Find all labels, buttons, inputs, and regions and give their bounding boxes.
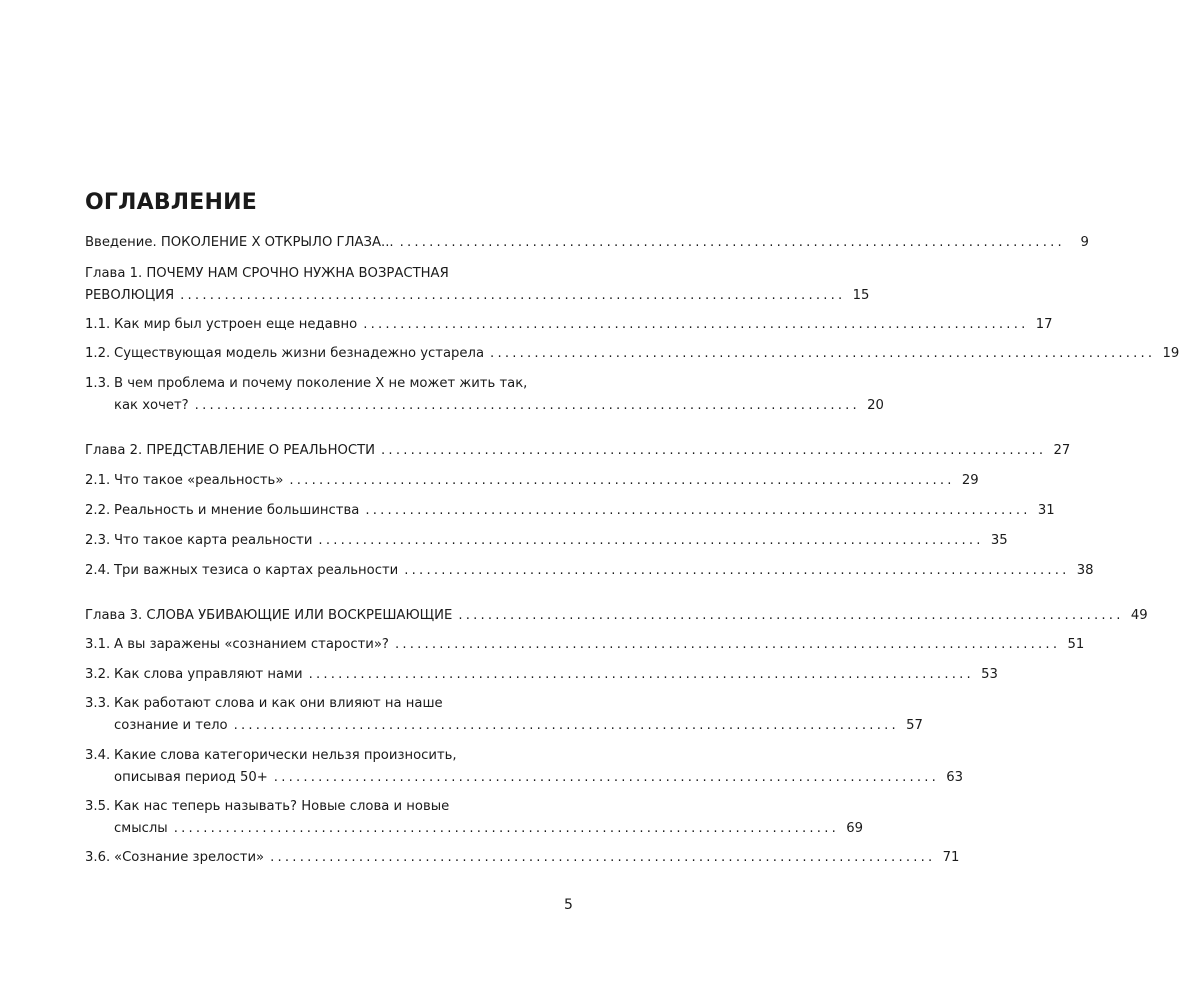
toc-entry-3-5[interactable]: [85, 797, 578, 817]
leader-dots: ..........................................................................................: [233, 718, 899, 733]
toc-section-number: 2.1.: [85, 473, 111, 488]
leader-dots: ..........................................................................................: [270, 850, 936, 865]
toc-entry-1-1[interactable]: [85, 315, 1053, 335]
toc-page-number: 17: [1035, 317, 1053, 332]
toc-entry-title-line1: Глава 1. ПОЧЕМУ НАМ СРОЧНО НУЖНА ВОЗРАСТНАЯ: [85, 266, 449, 281]
toc-section-number: 2.2.: [85, 503, 111, 518]
toc-entry-title: Реальность и мнение большинства: [114, 503, 360, 518]
toc-page-number: 29: [961, 473, 979, 488]
toc-entry-1-3-cont[interactable]: [85, 396, 884, 416]
toc-page-number: 19: [1162, 346, 1179, 361]
toc-entry-title-line2: смыслы: [114, 821, 168, 836]
toc-page-number: 31: [1037, 503, 1055, 518]
toc-page-number: 35: [990, 533, 1008, 548]
toc-page-number: 57: [906, 718, 923, 733]
toc-entry-title: А вы заражены «сознанием старости»?: [114, 637, 389, 652]
toc-entry-2-4[interactable]: [85, 561, 1094, 581]
leader-dots: ..........................................................................................: [381, 443, 1047, 458]
toc-entry-3-4[interactable]: [85, 746, 578, 766]
toc-entry-title-line2: РЕВОЛЮЦИЯ: [85, 288, 175, 303]
toc-entry-3-5-cont[interactable]: [85, 819, 863, 839]
toc-entry-title: Глава 3. СЛОВА УБИВАЮЩИЕ ИЛИ ВОСКРЕШАЮЩИЕ: [85, 608, 453, 623]
toc-entry-intro[interactable]: [85, 233, 1089, 253]
toc-entry-title: Что такое «реальность»: [114, 473, 284, 488]
leader-dots: ..........................................................................................: [365, 503, 1031, 518]
toc-page-number: 53: [981, 667, 998, 682]
page-number: 5: [564, 897, 573, 913]
toc-section-number: 1.3.: [85, 376, 111, 391]
toc-page-number: 69: [846, 821, 863, 836]
toc-page-number: 27: [1053, 443, 1071, 458]
toc-section-number: 3.5.: [85, 799, 111, 814]
toc-entry-title-line1: Какие слова категорически нельзя произносить,: [114, 748, 457, 763]
leader-dots: ..........................................................................................: [363, 317, 1029, 332]
toc-section-number: 1.1.: [85, 317, 111, 332]
toc-page-number: 9: [1080, 235, 1089, 250]
page-title: ОГЛАВЛЕНИЕ: [85, 190, 257, 215]
leader-dots: ..........................................................................................: [289, 473, 955, 488]
leader-dots: ..........................................................................................: [308, 667, 974, 682]
toc-entry-title: Существующая модель жизни безнадежно устарела: [114, 346, 485, 361]
toc-entry-3-6[interactable]: [85, 848, 960, 868]
leader-dots: ..........................................................................................: [273, 770, 940, 785]
toc-section-number: 2.4.: [85, 563, 111, 578]
toc-entry-title: Введение. ПОКОЛЕНИЕ Х ОТКРЫЛО ГЛАЗА...: [85, 235, 394, 250]
leader-dots: ..........................................................................................: [318, 533, 984, 548]
toc-entry-title-line2: описывая период 50+: [114, 770, 268, 785]
toc-entry-title-line1: Как нас теперь называть? Новые слова и новые: [114, 799, 450, 814]
toc-entry-3-4-cont[interactable]: [85, 768, 964, 788]
toc-section-number: 3.3.: [85, 696, 111, 711]
toc-entry-title: Как мир был устроен еще недавно: [114, 317, 358, 332]
toc-section-number: 2.3.: [85, 533, 111, 548]
toc-entry-title-line1: В чем проблема и почему поколение Х не может жить так,: [114, 376, 528, 391]
toc-entry-chapter-3[interactable]: [85, 606, 1148, 626]
toc-entry-3-3[interactable]: [85, 694, 578, 714]
leader-dots: ..........................................................................................: [180, 288, 846, 303]
toc-section-number: 1.2.: [85, 346, 111, 361]
toc-page-number: 63: [946, 770, 964, 785]
toc-page-number: 71: [942, 850, 960, 865]
leader-dots: ..........................................................................................: [404, 563, 1070, 578]
toc-entry-3-2[interactable]: [85, 665, 998, 685]
toc-section-number: 3.4.: [85, 748, 111, 763]
toc-entry-2-2[interactable]: [85, 501, 1055, 521]
toc-page-number: 15: [852, 288, 870, 303]
toc-entry-chapter-1-cont[interactable]: [85, 286, 870, 306]
toc-entry-2-3[interactable]: [85, 531, 1008, 551]
toc-page-number: 38: [1076, 563, 1094, 578]
leader-dots: ..........................................................................................: [490, 346, 1156, 361]
toc-entry-title: Что такое карта реальности: [114, 533, 313, 548]
toc-entry-title: Глава 2. ПРЕДСТАВЛЕНИЕ О РЕАЛЬНОСТИ: [85, 443, 376, 458]
toc-entry-title-line2: сознание и тело: [114, 718, 228, 733]
toc-entry-title-line2: как хочет?: [114, 398, 189, 413]
leader-dots: ..........................................................................................: [173, 821, 839, 836]
toc-entry-1-2[interactable]: [85, 344, 1179, 364]
toc-entry-title: Как слова управляют нами: [114, 667, 303, 682]
toc-page-number: 20: [867, 398, 884, 413]
toc-entry-3-1[interactable]: [85, 635, 1085, 655]
leader-dots: ..........................................................................................: [458, 608, 1124, 623]
toc-page-number: 49: [1130, 608, 1148, 623]
toc-entry-chapter-1[interactable]: [85, 264, 578, 284]
toc-entry-2-1[interactable]: [85, 471, 979, 491]
toc-section-number: 3.2.: [85, 667, 111, 682]
toc-section-number: 3.6.: [85, 850, 111, 865]
toc-entry-title-line1: Как работают слова и как они влияют на наше: [114, 696, 443, 711]
toc-entry-title: Три важных тезиса о картах реальности: [114, 563, 399, 578]
leader-dots: ..........................................................................................: [399, 235, 1065, 250]
leader-dots: ..........................................................................................: [394, 637, 1061, 652]
toc-entry-title: «Сознание зрелости»: [114, 850, 265, 865]
toc-page-number: 51: [1067, 637, 1085, 652]
toc-section-number: 3.1.: [85, 637, 111, 652]
toc-entry-chapter-2[interactable]: [85, 441, 1071, 461]
toc-entry-3-3-cont[interactable]: [85, 716, 923, 736]
leader-dots: ..........................................................................................: [194, 398, 860, 413]
toc-entry-1-3[interactable]: [85, 374, 578, 394]
